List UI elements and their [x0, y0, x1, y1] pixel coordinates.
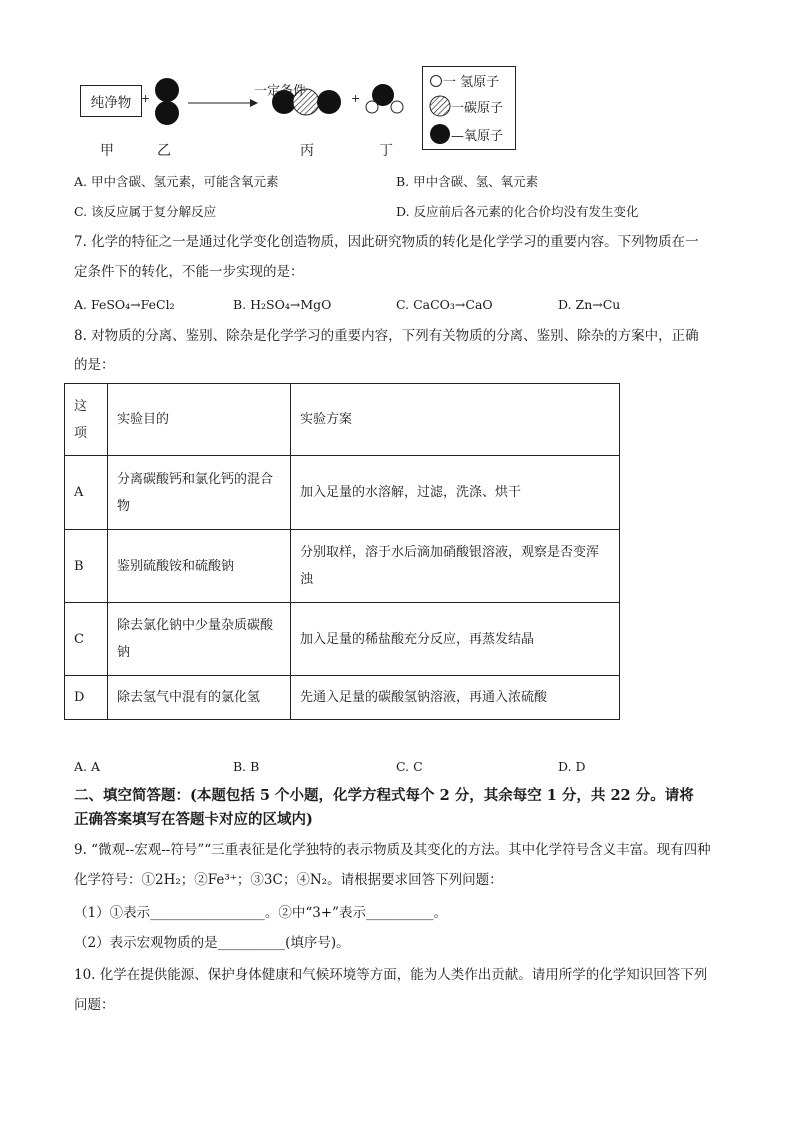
section2-heading-line1: 二、填空简答题：(本题包括 5 个小题，化学方程式每个 2 分，其余每空 1 分，共 22 分。请将 [74, 787, 694, 804]
table-row [65, 456, 620, 530]
row-a-purpose: 分离碳酸钙和氯化钙的混合物 [108, 456, 291, 530]
reaction-diagram [70, 60, 530, 170]
molecule-svg [70, 60, 422, 170]
hydrogen-symbol-icon [429, 74, 443, 88]
legend-hydrogen-text: 一 氢原子 [443, 75, 500, 90]
oxygen-atom-yi-top [155, 78, 179, 102]
row-d-purpose: 除去氢气中混有的氯化氢 [108, 676, 291, 720]
q8-answer-a: A. A [74, 759, 101, 774]
row-a-label: A [65, 456, 108, 530]
q10-line1: 10. 化学在提供能源、保护身体健康和气候环境等方面，能为人类作出贡献。请用所学的化学知识回答下列 [74, 967, 708, 983]
q9-sub2: （2）表示宏观物质的是__________(填序号)。 [74, 935, 350, 951]
q8-answer-b: B. B [233, 759, 260, 774]
header-plan: 实验方案 [291, 384, 620, 456]
row-b-purpose: 鉴别硫酸铵和硫酸钠 [108, 530, 291, 603]
q6-option-a: A. 甲中含碳、氢元素，可能含氧元素 [74, 174, 279, 189]
row-c-plan: 加入足量的稀盐酸充分反应，再蒸发结晶 [291, 603, 620, 676]
q8-answer-d: D. D [558, 759, 586, 774]
q7-line1: 7. 化学的特征之一是通过化学变化创造物质，因此研究物质的转化是化学学习的重要内容。下列物质在一 [74, 234, 699, 250]
q8-table [64, 383, 620, 720]
header-item: 这项 [65, 384, 108, 456]
row-d-plan: 先通入足量的碳酸氢钠溶液，再通入浓硫酸 [291, 676, 620, 720]
row-b-plan: 分别取样，溶于水后滴加硝酸银溶液，观察是否变浑浊 [291, 530, 620, 603]
row-d-label: D [65, 676, 108, 720]
label-bing: 丙 [300, 143, 314, 159]
q10-line2: 问题： [74, 997, 115, 1013]
q7-option-b: B. H₂SO₄→MgO [233, 297, 332, 312]
oxygen-atom-bing-right [317, 90, 341, 114]
legend-hydrogen [429, 71, 499, 90]
q8-line2: 的是： [74, 357, 115, 373]
legend-oxygen [429, 123, 503, 145]
carbon-symbol-icon [429, 95, 451, 117]
legend-carbon-text: 一碳原子 [451, 100, 504, 116]
q9-line2: 化学符号：①2H₂；②Fe³⁺；③3C；④N₂。请根据要求回答下列问题： [74, 872, 503, 888]
table-header-row [65, 384, 620, 456]
q7-line2: 定条件下的转化，不能一步实现的是： [74, 264, 304, 280]
plus-sign-2: + [351, 92, 361, 105]
table-row [65, 530, 620, 603]
label-yi: 乙 [157, 143, 171, 159]
q6-option-c: C. 该反应属于复分解反应 [74, 204, 217, 219]
row-b-label: B [65, 530, 108, 603]
label-ding: 丁 [379, 143, 393, 159]
q6-option-b: B. 甲中含碳、氢、氧元素 [396, 174, 539, 189]
row-c-label: C [65, 603, 108, 676]
section2-heading-line2: 正确答案填写在答题卡对应的区域内) [74, 811, 313, 828]
q7-option-a: A. FeSO₄→FeCl₂ [74, 297, 175, 312]
table-row [65, 676, 620, 720]
row-a-plan: 加入足量的水溶解，过滤，洗涤、烘干 [291, 456, 620, 530]
atom-legend [422, 66, 516, 150]
table-row [65, 603, 620, 676]
row-c-purpose: 除去氯化钠中少量杂质碳酸钠 [108, 603, 291, 676]
q9-line1: 9. “微观--宏观--符号”“三重表征是化学独特的表示物质及其变化的方法。其中化学符号含义丰富。现有四种 [74, 842, 711, 858]
label-jia: 甲 [100, 143, 114, 159]
pure-substance-box: 纯净物 [80, 85, 142, 117]
q7-option-c: C. CaCO₃→CaO [396, 297, 493, 312]
q8-line1: 8. 对物质的分离、鉴别、除杂是化学学习的重要内容，下列有关物质的分离、鉴别、除杂的方案中，正确 [74, 328, 699, 344]
q9-sub1: （1）①表示_________________。②中“3+”表示__________。 [74, 905, 448, 921]
plus-sign-1: + [141, 92, 151, 105]
legend-oxygen-text: —氧原子 [451, 128, 504, 144]
hydrogen-atom-ding-left [366, 101, 378, 113]
reaction-arrow-head [250, 99, 258, 107]
hydrogen-atom-ding-right [391, 101, 403, 113]
legend-carbon [429, 95, 503, 117]
header-purpose: 实验目的 [108, 384, 291, 456]
q6-option-d: D. 反应前后各元素的化合价均没有发生变化 [396, 204, 639, 219]
q7-option-d: D. Zn→Cu [558, 297, 621, 312]
q8-answer-c: C. C [396, 759, 423, 774]
oxygen-symbol-icon [429, 123, 451, 145]
arrow-condition-label: 一定条件 [254, 84, 307, 99]
oxygen-atom-yi-bottom [155, 101, 179, 125]
